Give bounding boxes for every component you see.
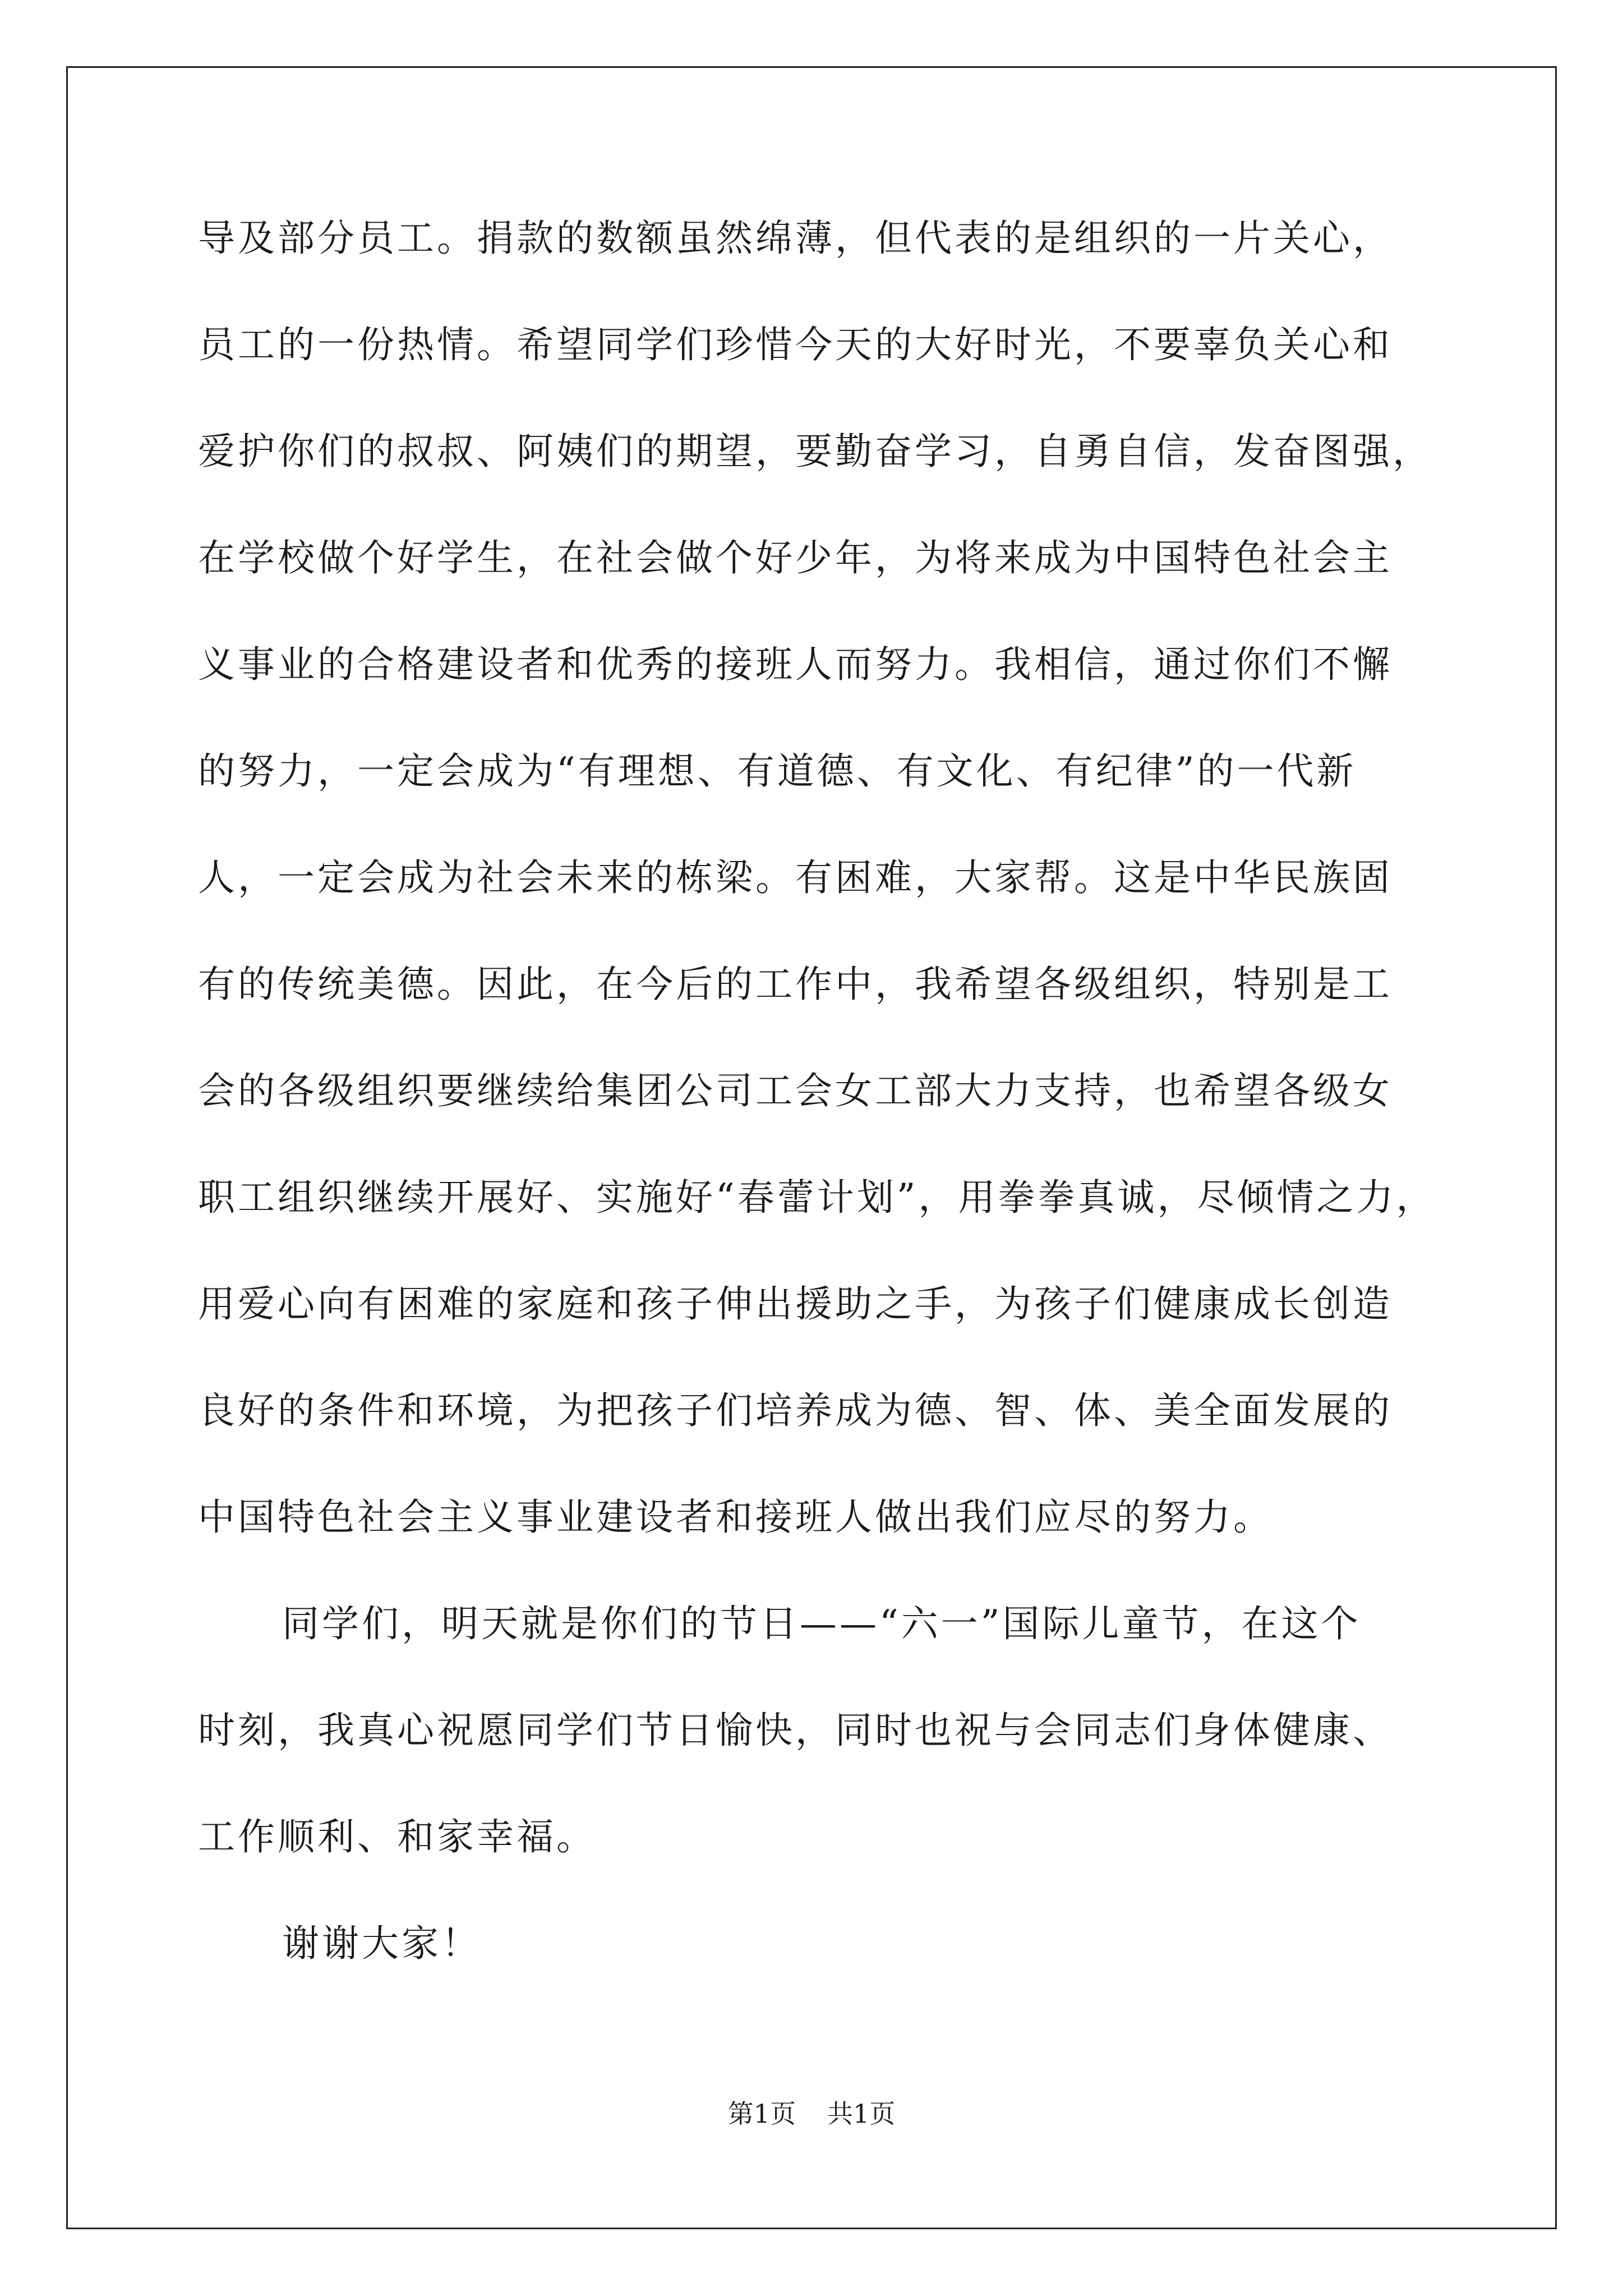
text-line: 导及部分员工。捐款的数额虽然绵薄，但代表的是组织的一片关心，: [198, 217, 1393, 260]
text-line: 有的传统美德。因此，在今后的工作中，我希望各级组织，特别是工: [198, 963, 1393, 1006]
page-number-total: 共1页: [827, 2099, 896, 2129]
text-line: 在学校做个好学生，在社会做个好少年，为将来成为中国特色社会主: [198, 536, 1393, 579]
text-line: 时刻，我真心祝愿同学们节日愉快，同时也祝与会同志们身体健康、: [198, 1709, 1393, 1752]
text-line: 爱护你们的叔叔、阿姨们的期望，要勤奋学习，自勇自信，发奋图强，: [198, 430, 1432, 473]
text-line: 义事业的合格建设者和优秀的接班人而努力。我相信，通过你们不懈: [198, 643, 1393, 686]
page-number-current: 第1页: [727, 2099, 796, 2129]
text-line: 人，一定会成为社会未来的栋梁。有困难，大家帮。这是中华民族固: [198, 856, 1393, 899]
text-line: 员工的一份热情。希望同学们珍惜今天的大好时光，不要辜负关心和: [198, 323, 1393, 366]
text-line: 职工组织继续开展好、实施好“春蕾计划”，用拳拳真诚，尽倾情之力，: [198, 1176, 1436, 1219]
text-line: 用爱心向有困难的家庭和孩子伸出援助之手，为孩子们健康成长创造: [198, 1282, 1393, 1326]
text-line: 工作顺利、和家幸福。: [198, 1815, 596, 1858]
page-footer: [0, 2101, 1623, 2127]
text-line: 良好的条件和环境，为把孩子们培养成为德、智、体、美全面发展的: [198, 1389, 1393, 1432]
text-line: 谢谢大家！: [282, 1922, 481, 1965]
text-line: 同学们，明天就是你们的节日——“六一”国际儿童节，在这个: [282, 1602, 1361, 1645]
page-border: [66, 66, 1557, 2229]
text-line: 会的各级组织要继续给集团公司工会女工部大力支持，也希望各级女: [198, 1069, 1393, 1112]
text-line: 的努力，一定会成为“有理想、有道德、有文化、有纪律”的一代新: [198, 749, 1357, 793]
text-line: 中国特色社会主义事业建设者和接班人做出我们应尽的努力。: [198, 1496, 1273, 1539]
